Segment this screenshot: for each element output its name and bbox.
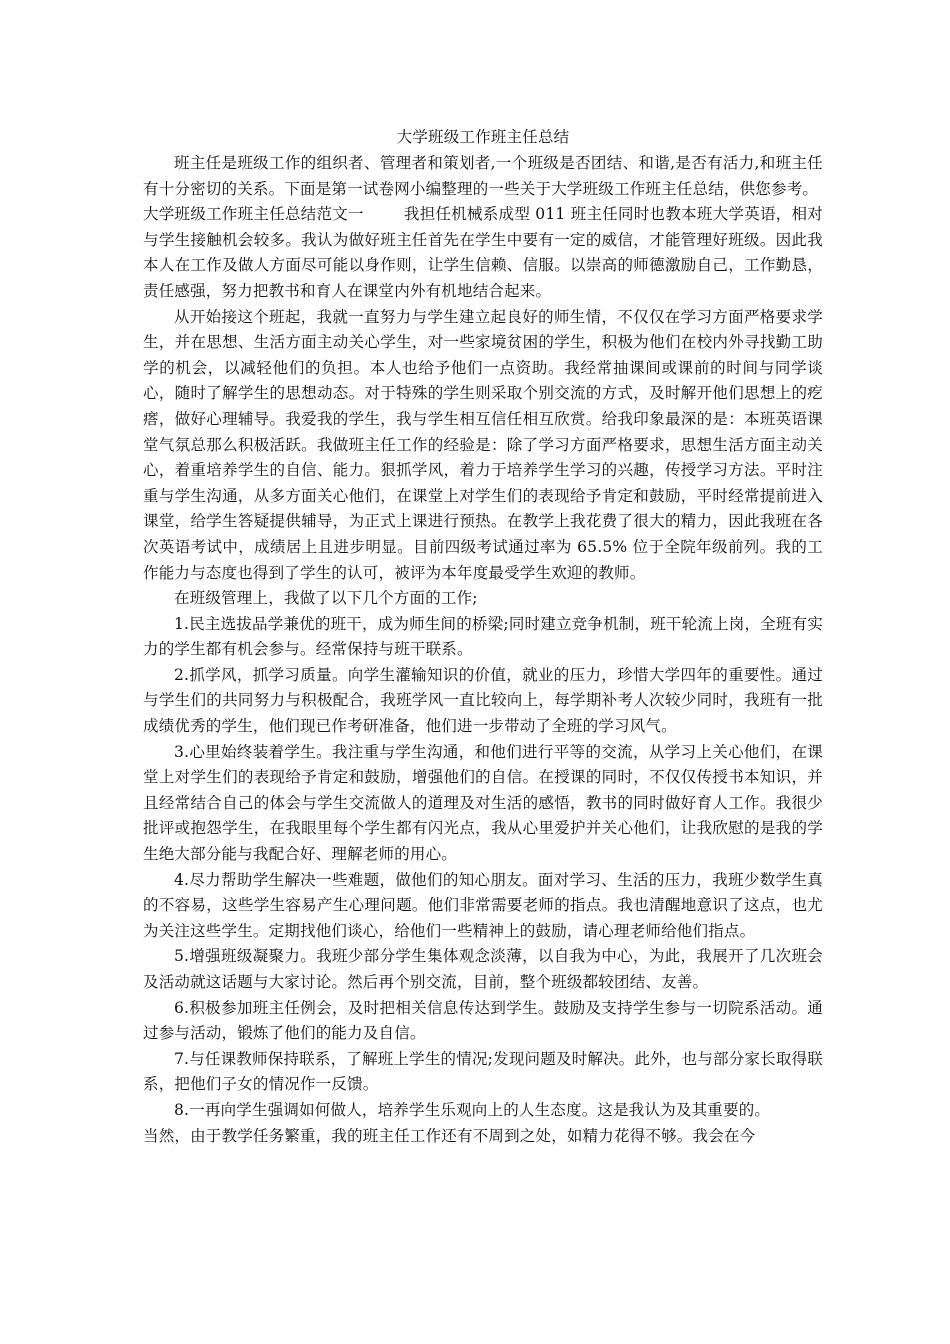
document-title: 大学班级工作班主任总结 — [396, 128, 570, 146]
intro-paragraph: 班主任是班级工作的组织者、管理者和策划者,一个班级是否团结、和谐,是否有活力,和班主任有十分密切的关系。下面是第一试卷网小编整理的一些关于大学班级工作班主任总结，供您参考。 — [143, 154, 823, 198]
experience-paragraph: 从开始接这个班起，我就一直努力与学生建立起良好的师生情，不仅仅在学习方面严格要求学生，并在思想、生活方面主动关心学生，对一些家境贫困的学生，积极为他们在校内外寻找勤工助学的机会，以减轻他们的负担。本人也给予他们一点资助。我经常抽课间或课前的时间与同学谈心，随时了解学生的思想动态。对于特殊的学生则采取个别交流的方式，及时解开他们思想上的疙瘩，做好心理辅导。我爱我的学生，我与学生相互信任相互欣赏。给我印象最深的是：本班英语课堂气氛总那么积极活跃。我做班主任工作的经验是：除了学习方面严格要求，思想生活方面主动关心，着重培养学生的自信、能力。狠抓学风，着力于培养学生学习的兴趣，传授学习方法。平时注重与学生沟通，从多方面关心他们，在课堂上对学生们的表现给予肯定和鼓励，平时经常提前进入课堂，给学生答疑提供辅导，为正式上课进行预热。在教学上我花费了很大的精力，因此我班在各次英语考试中，成绩居上且进步明显。目前四级考试通过率为 65.5% 位于全院年级前列。我的工作能力与态度也得到了学生的认可，被评为本年度最受学生欢迎的教师。 — [143, 307, 823, 582]
management-intro: 在班级管理上，我做了以下几个方面的工作; — [174, 589, 478, 608]
closing-paragraph: 当然，由于教学任务繁重，我的班主任工作还有不周到之处，如精力花得不够。我会在今 — [143, 1126, 756, 1145]
list-item-4: 4.尽力帮助学生解决一些难题，做他们的知心朋友。面对学习、生活的压力，我班少数学生真的不容易，这些学生容易产生心理问题。他们非常需要老师的指点。我也清醒地意识了这点，也尤为关注这些学生。定期找他们谈心，给他们一些精神上的鼓励，请心理老师给他们指点。 — [143, 870, 823, 940]
sample-heading: 大学班级工作班主任总结范文一 — [143, 205, 364, 224]
sample-body: 我担任机械系成型 011 班主任同时也教本班大学英语，相对与学生接触机会较多。我认为做好班主任首先在学生中要有一定的威信，才能管理好班级。因此我本人在工作及做人方面尽可能以身作则，让学生信赖、信服。以崇高的师德激励自己，工作勤恳，责任感强，努力把教书和育人在课堂内外有机地结合起来。 — [143, 205, 823, 300]
list-item-2: 2.抓学风，抓学习质量。向学生灌输知识的价值，就业的压力，珍惜大学四年的重要性。通过与学生们的共同努力与积极配合，我班学风一直比较向上，每学期补考人次较少同时，我班有一批成绩优秀的学生，他们现已作考研准备，他们进一步带动了全班的学习风气。 — [143, 665, 823, 736]
list-item-8: 8.一再向学生强调如何做人，培养学生乐观向上的人生态度。这是我认为及其重要的。 — [174, 1100, 771, 1119]
list-item-5: 5.增强班级凝聚力。我班少部分学生集体观念淡薄，以自我为中心，为此，我展开了几次班会及活动就这话题与大家讨论。然后再个别交流，目前，整个班级都较团结、友善。 — [143, 947, 823, 991]
sample-paragraph — [143, 202, 823, 304]
list-item-3: 3.心里始终装着学生。我注重与学生沟通，和他们进行平等的交流，从学习上关心他们，在课堂上对学生们的表现给予肯定和鼓励，增强他们的自信。在授课的同时，不仅仅传授书本知识，并且经常结合自己的体会与学生交流做人的道理及对生活的感悟，教书的同时做好育人工作。我很少批评或抱怨学生，在我眼里每个学生都有闪光点，我从心里爱护并关心他们，让我欣慰的是我的学生绝大部分能与我配合好、理解老师的用心。 — [143, 742, 823, 864]
list-item-6: 6.积极参加班主任例会，及时把相关信息传达到学生。鼓励及支持学生参与一切院系活动。通过参与活动，锻炼了他们的能力及自信。 — [143, 998, 823, 1043]
document-body — [143, 124, 823, 1149]
list-item-7: 7.与任课教师保持联系，了解班上学生的情况;发现问题及时解决。此外，也与部分家长取得联系，把他们子女的情况作一反馈。 — [143, 1049, 823, 1094]
list-item-1: 1.民主选拔品学兼优的班干，成为师生间的桥梁;同时建立竞争机制，班干轮流上岗，全班有实力的学生都有机会参与。经常保持与班干联系。 — [143, 614, 823, 659]
